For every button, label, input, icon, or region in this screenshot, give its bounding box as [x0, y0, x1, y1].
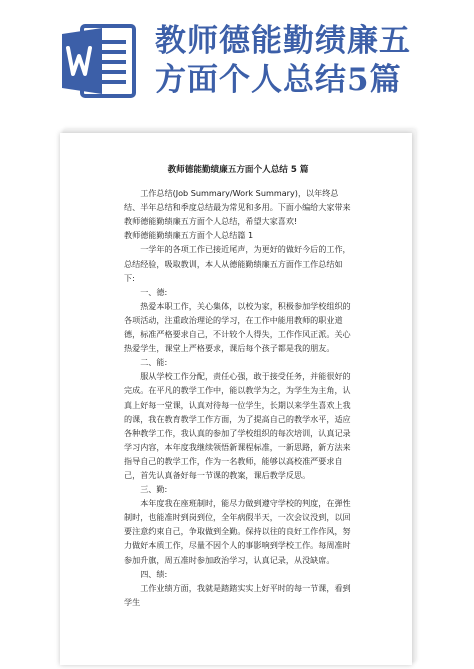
paragraph: 本年度我在座班制时，能尽力做到遵守学校的判度，在弹性制时，也能准时到岗到位，全年病假半天，一次会议没到，以回要注意约束自己，争取做到全勤。保持以往的良好工作作风，努力做好本质工作，尽量不因个人的事影响到学校工作。每周准时参加升旗，周五准时参加政治学习，认真记录，从没缺席。	[124, 498, 351, 565]
paragraph: 热爱本职工作，关心集体，以校为家，积极参加学校组织的各项活动，注重政治理论的学习，在工作中能用教师的职业道德，标准严格要求自己，不计较个人得失，工作作风正派。关心热爱学生，课堂上严格要求，课后每个孩子都是我的朋友。	[124, 300, 351, 354]
document-body	[124, 163, 352, 609]
paragraph: 服从学校工作分配，责任心强，敢于接受任务，并能很好的完成。在平凡的教学工作中，能以教学为之，为学生为主角，认真上好每一堂课，认真对待每一位学生，长期以来学生喜欢上我的课，我在教育教学工作方面，为了提高自己的教学水平，适应各种教学工作，我认真的参加了学校组织的每次培训，认真记录学习内容，本年度我继续领悟新课程标准，一新思路，新方法来指导自己的教学工作，作为一名教师，能够以高校准严要求自己，首先认真备好每一节课的教案，课后教学反思。	[124, 371, 351, 480]
page-title	[155, 22, 455, 100]
title-line-1: 教师德能勤绩廉五	[155, 23, 411, 59]
paragraph-list	[124, 186, 352, 609]
paragraph: 一学年的各项工作已接近尾声，为更好的做好今后的工作，总结经验，吸取教训，本人从德能勤绩廉五方面作工作总结如下:	[124, 244, 351, 283]
title-line-2: 方面个人总结5篇	[155, 62, 402, 98]
paragraph: 一、德:	[140, 286, 168, 297]
paragraph: 教师德能勤绩廉五方面个人总结篇 1	[124, 230, 254, 241]
paragraph: 二、能:	[140, 357, 168, 368]
word-document-icon	[58, 20, 140, 102]
paragraph: 三、勤:	[140, 484, 168, 495]
document-title: 教师德能勤绩廉五方面个人总结 5 篇	[167, 165, 309, 175]
paragraph: 工作业绩方面，我就是踏踏实实上好平时的每一节课，看到学生	[124, 582, 351, 607]
paragraph: 工作总结(Job Summary/Work Summary)，以年终总结、半年总结和季度总结最为常见和多用。下面小编给大家带来教师德能勤绩廉五方面个人总结，希望大家喜欢!	[124, 188, 351, 227]
paragraph: 四、绩:	[140, 568, 168, 579]
